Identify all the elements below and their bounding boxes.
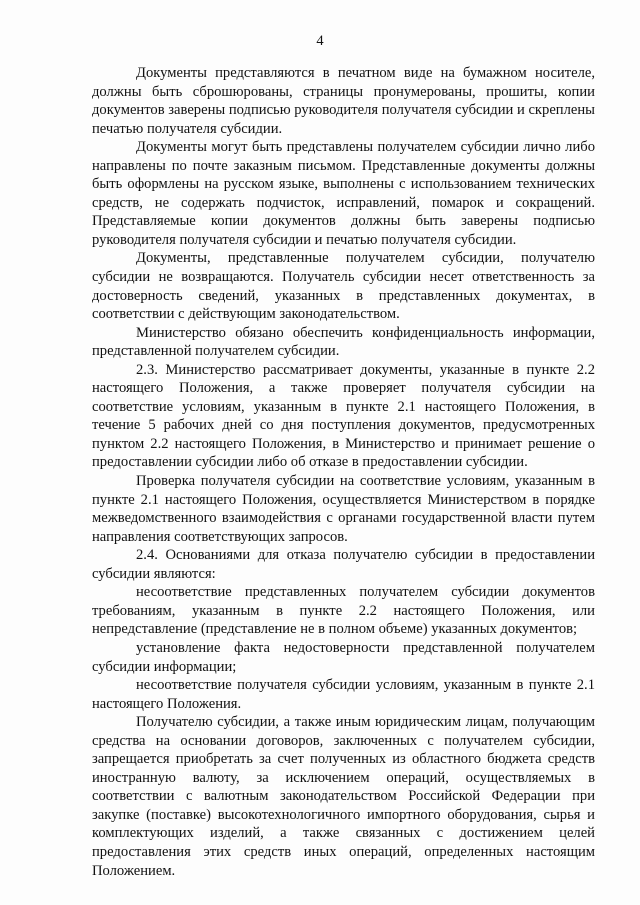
paragraph-refusal-reason-3: несоответствие получателя субсидии условиям, указанным в пункте 2.1 настоящего Положения. — [92, 677, 595, 712]
paragraph-confidentiality: Министерство обязано обеспечить конфиденциальность информации, представленной получателем субсидии. — [92, 324, 595, 360]
paragraph-documents-format: Документы представляются в печатном виде на бумажном носителе, должны быть сброшюрованы, страницы пронумерованы, прошиты, копии документов заверены подписью руководителя получателя субсидии и скреплены печатью получателя субсидии. — [92, 65, 595, 137]
document-body — [92, 64, 595, 880]
paragraph-currency-restriction: Получателю субсидии, а также иным юридическим лицам, получающим средства на основании договоров, заключенных с получателем субсидии, запрещается приобретать за счет полученных из областного бюджета средств иностранную валюту, за исключением операций, осуществляемых в соответствии с валютным законодательством Российской Федерации при закупке (поставке) высокотехнологичного импортного оборудования, сырья и комплектующих изделий, а также связанных с достижением целей предоставления этих средств иных операций, определенных настоящим Положением. — [92, 714, 595, 879]
paragraph-refusal-reason-2: установление факта недостоверности представленной получателем субсидии информации; — [92, 639, 595, 675]
paragraph-documents-submission: Документы могут быть представлены получателем субсидии лично либо направлены по почте заказным письмом. Представленные документы должны быть оформлены на русском языке, выполнены с использованием технических средств, не содержать подчисток, исправлений, помарок и сокращений. Представляемые копии документов должны быть заверены подписью руководителя получателя субсидии и печатью получателя субсидии. — [92, 139, 595, 248]
page-number: 4 — [316, 33, 324, 49]
paragraph-verification: Проверка получателя субсидии на соответствие условиям, указанным в пункте 2.1 настоящего Положения, осуществляется Министерством в порядке межведомственного взаимодействия с органами государственной власти путем направления соответствующих запросов. — [92, 473, 595, 545]
paragraph-refusal-reason-1: несоответствие представленных получателем субсидии документов требованиям, указанным в пункте 2.2 настоящего Положения, или непредставление (представление не в полном объеме) указанных документов; — [92, 584, 595, 638]
paragraph-documents-not-returned: Документы, представленные получателем субсидии, получателю субсидии не возвращаются. Получатель субсидии несет ответственность за достоверность сведений, указанных в представленных документах, в соответствии с действующим законодательством. — [92, 250, 595, 323]
paragraph-clause-2-4: 2.4. Основаниями для отказа получателю субсидии в предоставлении субсидии являются: — [92, 547, 595, 582]
paragraph-clause-2-3: 2.3. Министерство рассматривает документы, указанные в пункте 2.2 настоящего Положения, а также проверяет получателя субсидии на соответствие условиям, указанным в пункте 2.1 настоящего Положения, в течение 5 рабочих дней со дня поступления документов, предусмотренных пунктом 2.2 настоящего Положения, в Министерство и принимает решение о предоставлении субсидии либо об отказе в предоставлении субсидии. — [92, 361, 595, 471]
